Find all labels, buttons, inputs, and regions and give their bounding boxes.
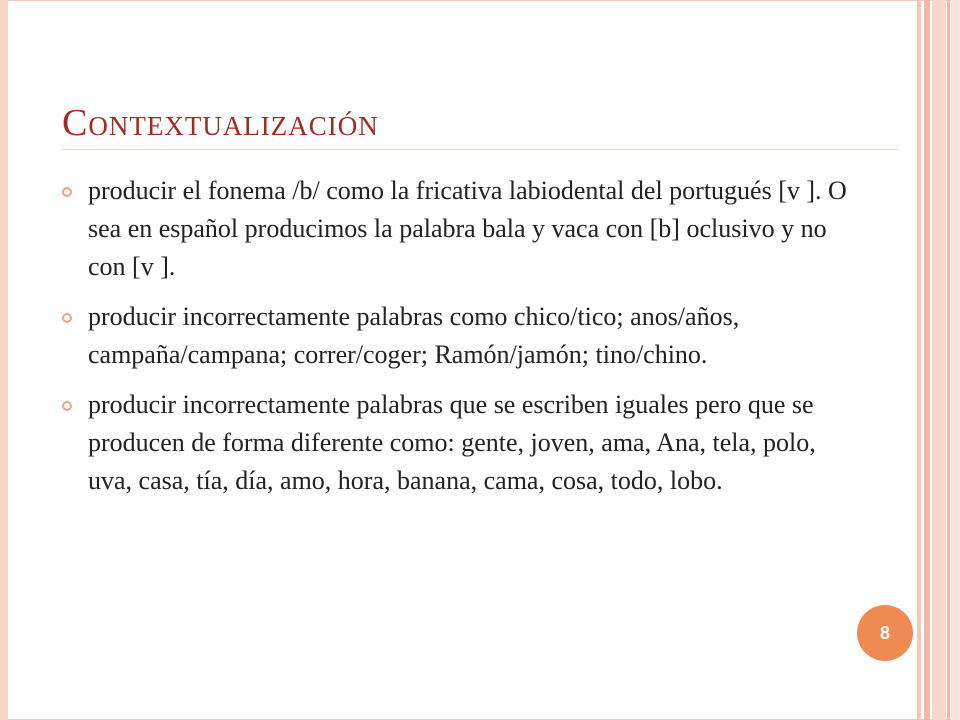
page-number-badge: 8 <box>857 605 913 661</box>
bullet-text: producir el fonema /b/ como la fricativa labiodental del portugués [v ]. O sea en español producimos la palabra bala y vaca con [b] oclusivo y no con [v ]. <box>88 176 847 281</box>
slide-title: Contextualización <box>62 102 379 144</box>
left-decorative-border <box>0 0 8 720</box>
circle-bullet-icon <box>62 401 72 411</box>
circle-bullet-icon <box>62 187 72 197</box>
title-divider <box>62 149 898 150</box>
right-decorative-stripe <box>917 0 921 720</box>
right-decorative-stripe <box>951 0 960 720</box>
right-decorative-stripe <box>932 0 946 720</box>
bullet-item <box>62 172 847 286</box>
bullet-item <box>62 298 847 374</box>
bullet-text: producir incorrectamente palabras como chico/tico; anos/años, campaña/campana; correr/coger; Ramón/jamón; tino/chino. <box>88 302 740 369</box>
right-decorative-stripe <box>924 0 930 720</box>
right-decorative-stripe <box>947 0 950 720</box>
bullet-text: producir incorrectamente palabras que se escriben iguales pero que se producen de forma diferente como: gente, joven, ama, Ana, tela, polo, uva, casa, tía, día, amo, hora, banana, cama, cosa, todo, lobo. <box>88 390 816 495</box>
circle-bullet-icon <box>62 313 72 323</box>
bullet-list <box>62 172 847 512</box>
bullet-item <box>62 386 847 500</box>
